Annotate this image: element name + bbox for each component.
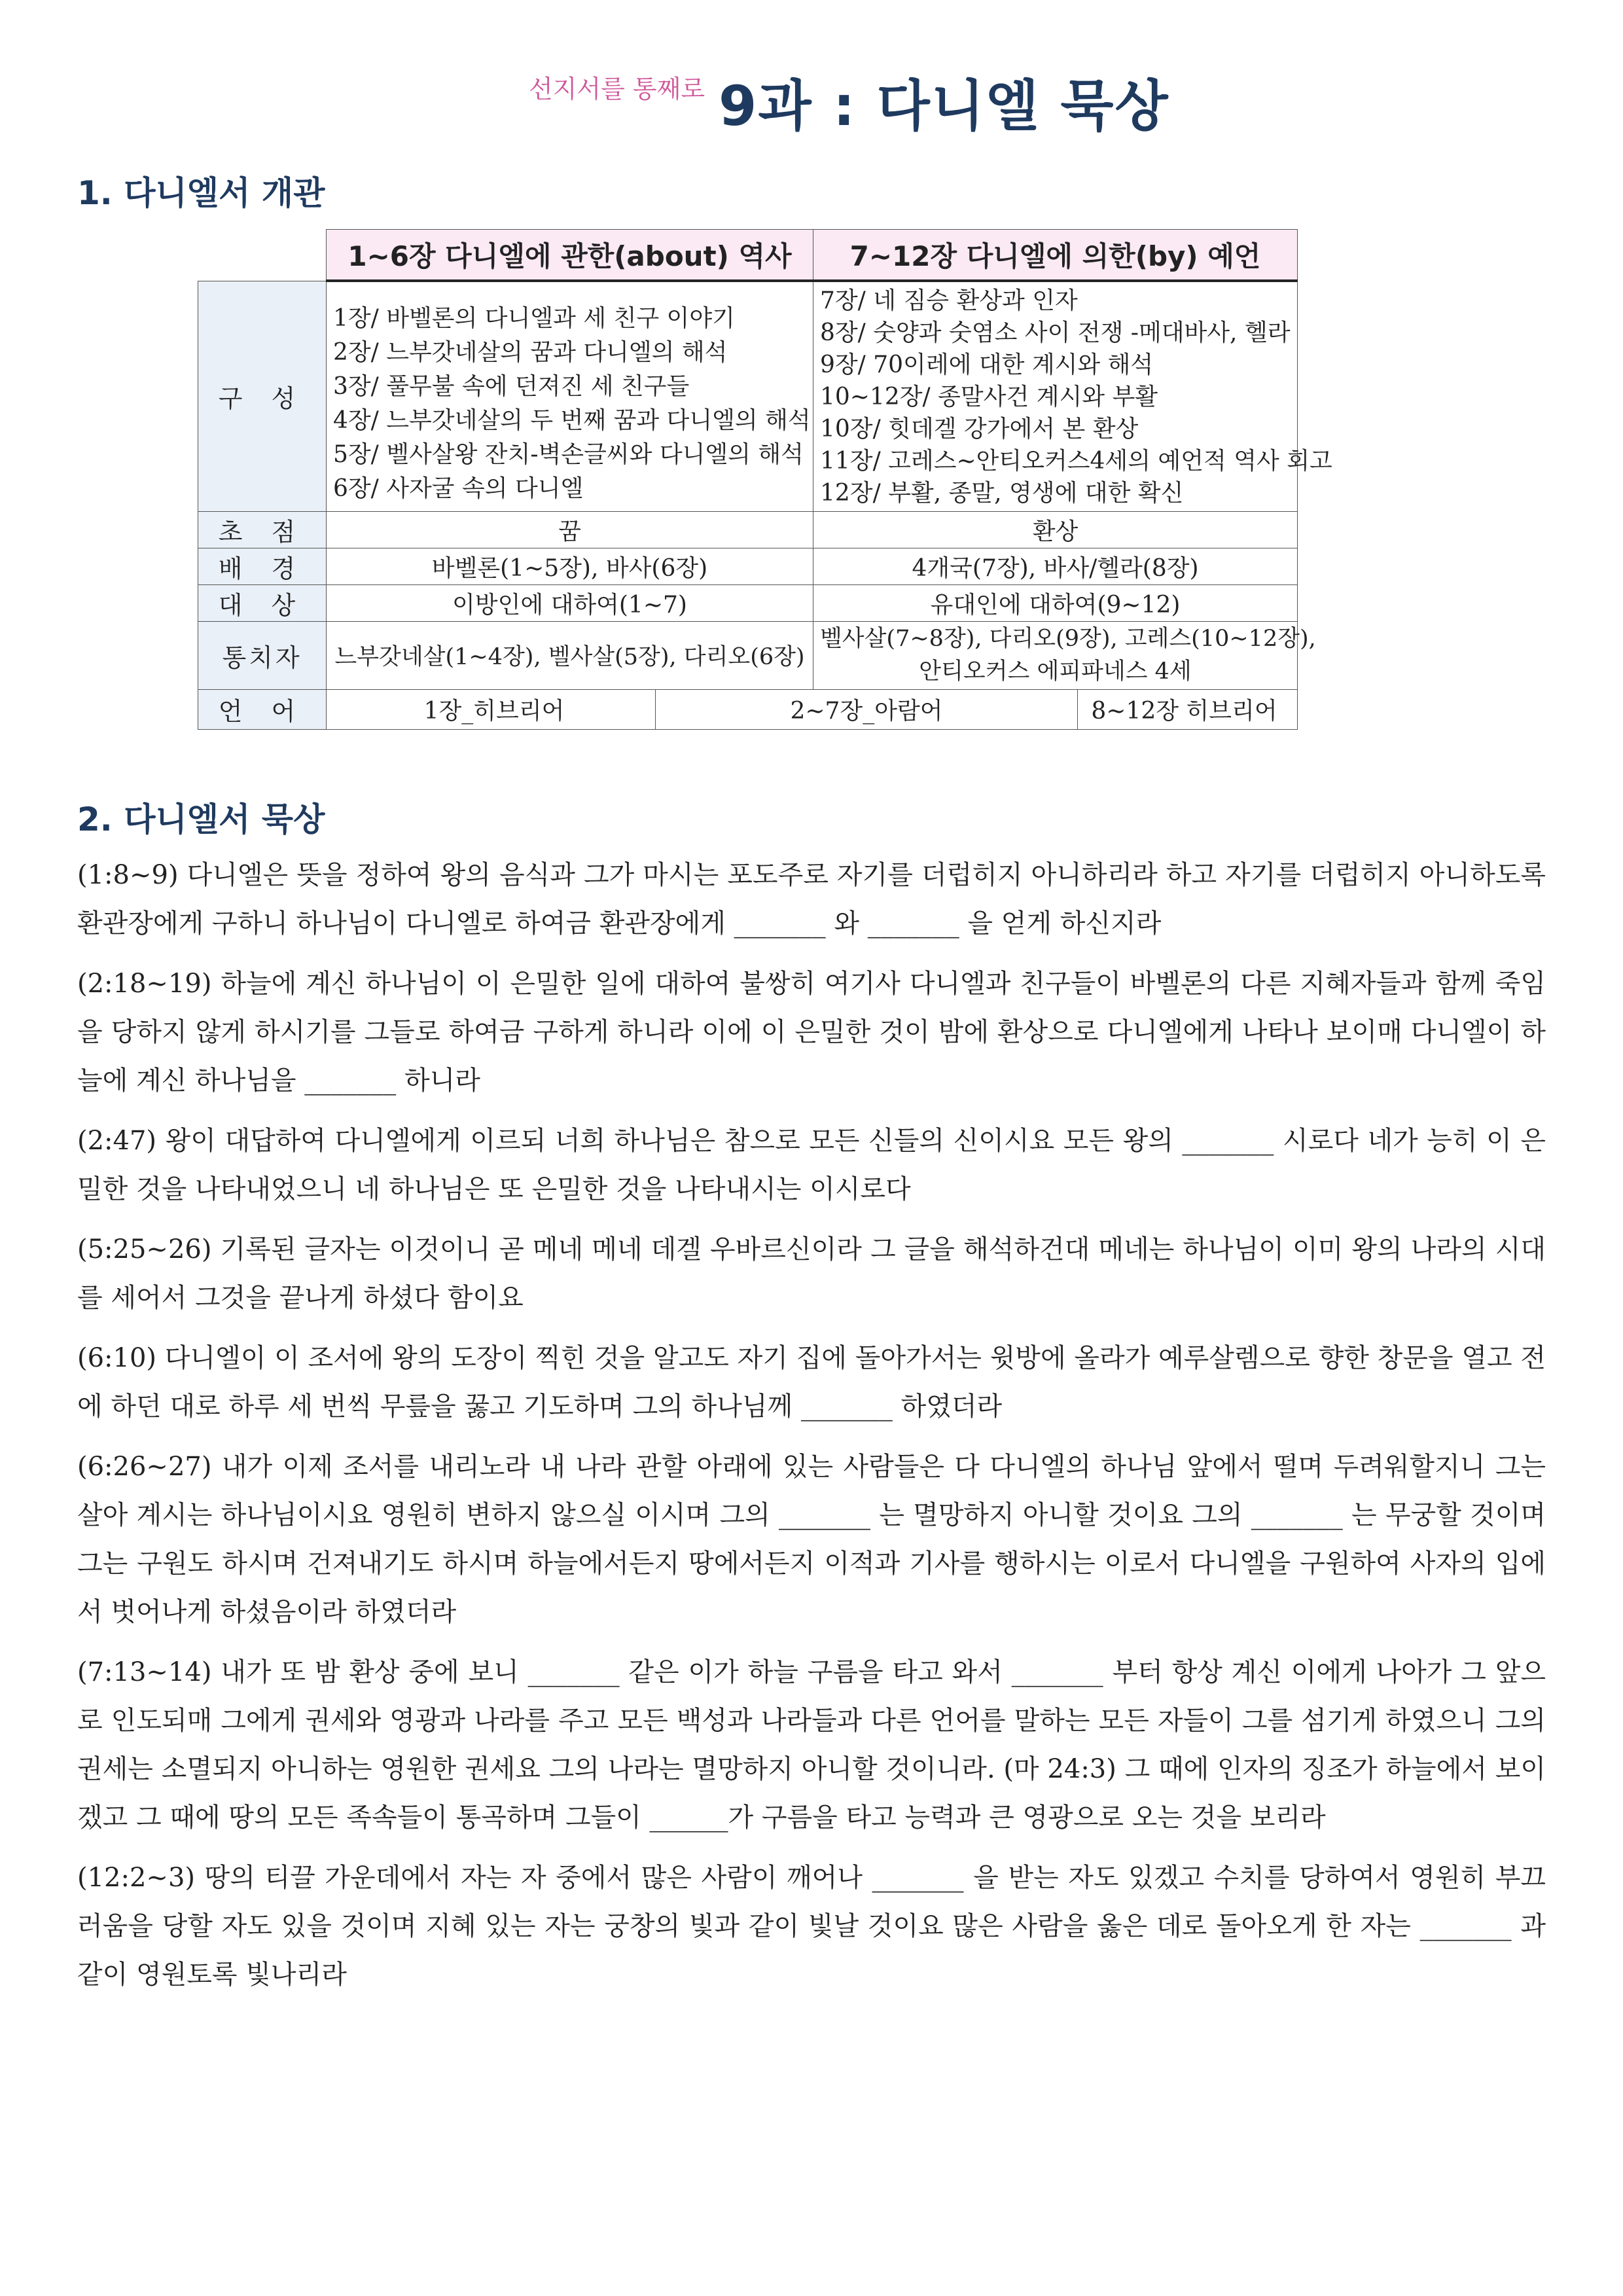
language-cells: [327, 689, 1298, 729]
list-item: 7장/ 네 짐승 환상과 인자: [820, 287, 1078, 314]
row-label-focus: 초 점: [198, 511, 327, 548]
meditation-passages: [77, 851, 1546, 2011]
table-row-target: [198, 584, 1298, 621]
passage: (2:47) 왕이 대답하여 다니엘에게 이르되 너희 하나님은 참으로 모든 신들의 신이시요 모든 왕의 _______ 시로다 네가 능히 이 은밀한 것을 나타내었으니 네 하나님은 또 은밀한 것을 나타내시는 이시로다: [77, 1126, 1546, 1204]
list-item: 10장/ 힛데겔 강가에서 본 환상: [820, 416, 1139, 442]
target-prophecy: 유대인에 대하여(9~12): [813, 584, 1298, 621]
row-label-rulers: 통치자: [198, 621, 327, 689]
col-header-history: 1~6장 다니엘에 관한(about) 역사: [327, 230, 813, 281]
language-hebrew-1: 1장_히브리어: [333, 690, 656, 729]
table-row-focus: [198, 511, 1298, 548]
structure-history-list: [327, 281, 813, 511]
focus-prophecy: 환상: [813, 511, 1298, 548]
row-label-structure: 구 성: [198, 281, 327, 511]
section-1-title: 1. 다니엘서 개관: [77, 174, 325, 212]
list-item: 8장/ 숫양과 숫염소 사이 전쟁 -메대바사, 헬라: [820, 319, 1291, 346]
row-label-target: 대 상: [198, 584, 327, 621]
page-title: 9과 : 다니엘 묵상: [719, 74, 1169, 138]
table-row-language: [198, 689, 1298, 729]
list-item: 9장/ 70이레에 대한 계시와 해석: [820, 351, 1154, 378]
list-item: 12장/ 부활, 종말, 영생에 대한 확신: [820, 480, 1184, 507]
rulers-history: 느부갓네살(1~4장), 벨사살(5장), 다리오(6장): [327, 621, 813, 689]
passage: (6:26~27) 내가 이제 조서를 내리노라 내 나라 관할 아래에 있는 사람들은 다 다니엘의 하나님 앞에서 떨며 두려워할지니 그는 살아 계시는 하나님이시요 영원히 변하지 않으실 이시며 그의 _______ 는 멸망하지 아니할 것이요 그의 _______ 는 무궁할 것이며 그는 구원도 하시며 건져내기도 하시며 하늘에서든지 땅에서든지 이적과 기사를 행하시는 이로서 다니엘을 구원하여 사자의 입에서 벗어나게 하셨음이라 하였더라: [77, 1452, 1546, 1627]
table-row-rulers: [198, 621, 1298, 689]
passage: (1:8~9) 다니엘은 뜻을 정하여 왕의 음식과 그가 마시는 포도주로 자기를 더럽히지 아니하리라 하고 자기를 더럽히지 아니하도록 환관장에게 구하니 하나님이 다니엘로 하여금 환관장에게 _______ 와 _______ 을 얻게 하신지라: [77, 860, 1546, 939]
background-history: 바벨론(1~5장), 바사(6장): [327, 548, 813, 584]
rulers-prophecy-line-1: 벨사살(7~8장), 다리오(9장), 고레스(10~12장),: [820, 626, 1316, 652]
table-row-structure: [198, 281, 1298, 511]
passage: (2:18~19) 하늘에 계신 하나님이 이 은밀한 일에 대하여 불쌍히 여기사 다니엘과 친구들이 바벨론의 다른 지혜자들과 함께 죽임을 당하지 않게 하시기를 그들로 하여금 구하게 하니라 이에 이 은밀한 것이 밤에 환상으로 다니엘에게 나타나 보이매 다니엘이 하늘에 계신 하나님을 _______ 하니라: [77, 969, 1546, 1096]
table-row-background: [198, 548, 1298, 584]
passage: (5:25~26) 기록된 글자는 이것이니 곧 메네 메네 데겔 우바르신이라 그 글을 해석하건대 메네는 하나님이 이미 왕의 나라의 시대를 세어서 그것을 끝나게 하셨다 함이요: [77, 1234, 1546, 1313]
section-2-title: 2. 다니엘서 묵상: [77, 800, 325, 838]
overview-table: [198, 229, 1332, 730]
list-item: 11장/ 고레스~안티오커스4세의 예언적 역사 회고: [820, 448, 1332, 475]
background-prophecy: 4개국(7장), 바사/헬라(8장): [813, 548, 1298, 584]
series-label: 선지서를 통째로: [529, 75, 705, 103]
passage: (6:10) 다니엘이 이 조서에 왕의 도장이 찍힌 것을 알고도 자기 집에 돌아가서는 윗방에 올라가 예루살렘으로 향한 창문을 열고 전에 하던 대로 하루 세 번씩 무릎을 꿇고 기도하며 그의 하나님께 _______ 하였더라: [77, 1343, 1546, 1422]
target-history: 이방인에 대하여(1~7): [327, 584, 813, 621]
structure-prophecy-list: [813, 281, 1332, 511]
list-item: 5장/ 벨사살왕 잔치-벽손글씨와 다니엘의 해석: [333, 441, 804, 468]
list-item: 1장/ 바벨론의 다니엘과 세 친구 이야기: [333, 305, 735, 332]
list-item: 2장/ 느부갓네살의 꿈과 다니엘의 해석: [333, 339, 728, 366]
list-item: 4장/ 느부갓네살의 두 번째 꿈과 다니엘의 해석: [333, 407, 811, 434]
language-hebrew-2: 8~12장 히브리어: [1091, 698, 1277, 725]
rulers-prophecy-line-2: 안티오커스 에피파네스 4세: [919, 658, 1192, 685]
passage: (12:2~3) 땅의 티끌 가운데에서 자는 자 중에서 많은 사람이 깨어나 _______ 을 받는 자도 있겠고 수치를 당하여서 영원히 부끄러움을 당할 자도 있을 것이며 지혜 있는 자는 궁창의 빛과 같이 빛날 것이요 많은 사람을 옳은 데로 돌아오게 한 자는 _______ 과 같이 영원토록 빛나리라: [77, 1863, 1546, 1990]
table-corner: [198, 230, 327, 281]
page-header: [0, 62, 1623, 141]
table-header-row: [198, 230, 1298, 281]
focus-history: 꿈: [327, 511, 813, 548]
rulers-prophecy: [813, 621, 1316, 689]
row-label-language: 언 어: [198, 689, 327, 729]
passage: (7:13~14) 내가 또 밤 환상 중에 보니 _______ 같은 이가 하늘 구름을 타고 와서 _______ 부터 항상 계신 이에게 나아가 그 앞으로 인도되매 그에게 권세와 영광과 나라를 주고 모든 백성과 나라들과 다른 언어를 말하는 모든 자들이 그를 섬기게 하였으니 그의 권세는 소멸되지 아니하는 영원한 권세요 그의 나라는 멸망하지 아니할 것이니라. (마 24:3) 그 때에 인자의 징조가 하늘에서 보이겠고 그 때에 땅의 모든 족속들이 통곡하며 그들이 ______가 구름을 타고 능력과 큰 영광으로 오는 것을 보리라: [77, 1657, 1546, 1833]
language-aramaic: 2~7장_아람어: [656, 690, 1078, 729]
list-item: 3장/ 풀무불 속에 던져진 세 친구들: [333, 373, 690, 400]
row-label-background: 배 경: [198, 548, 327, 584]
list-item: 6장/ 사자굴 속의 다니엘: [333, 475, 584, 502]
list-item: 10~12장/ 종말사건 계시와 부활: [820, 384, 1158, 410]
col-header-prophecy: 7~12장 다니엘에 의한(by) 예언: [813, 230, 1298, 281]
